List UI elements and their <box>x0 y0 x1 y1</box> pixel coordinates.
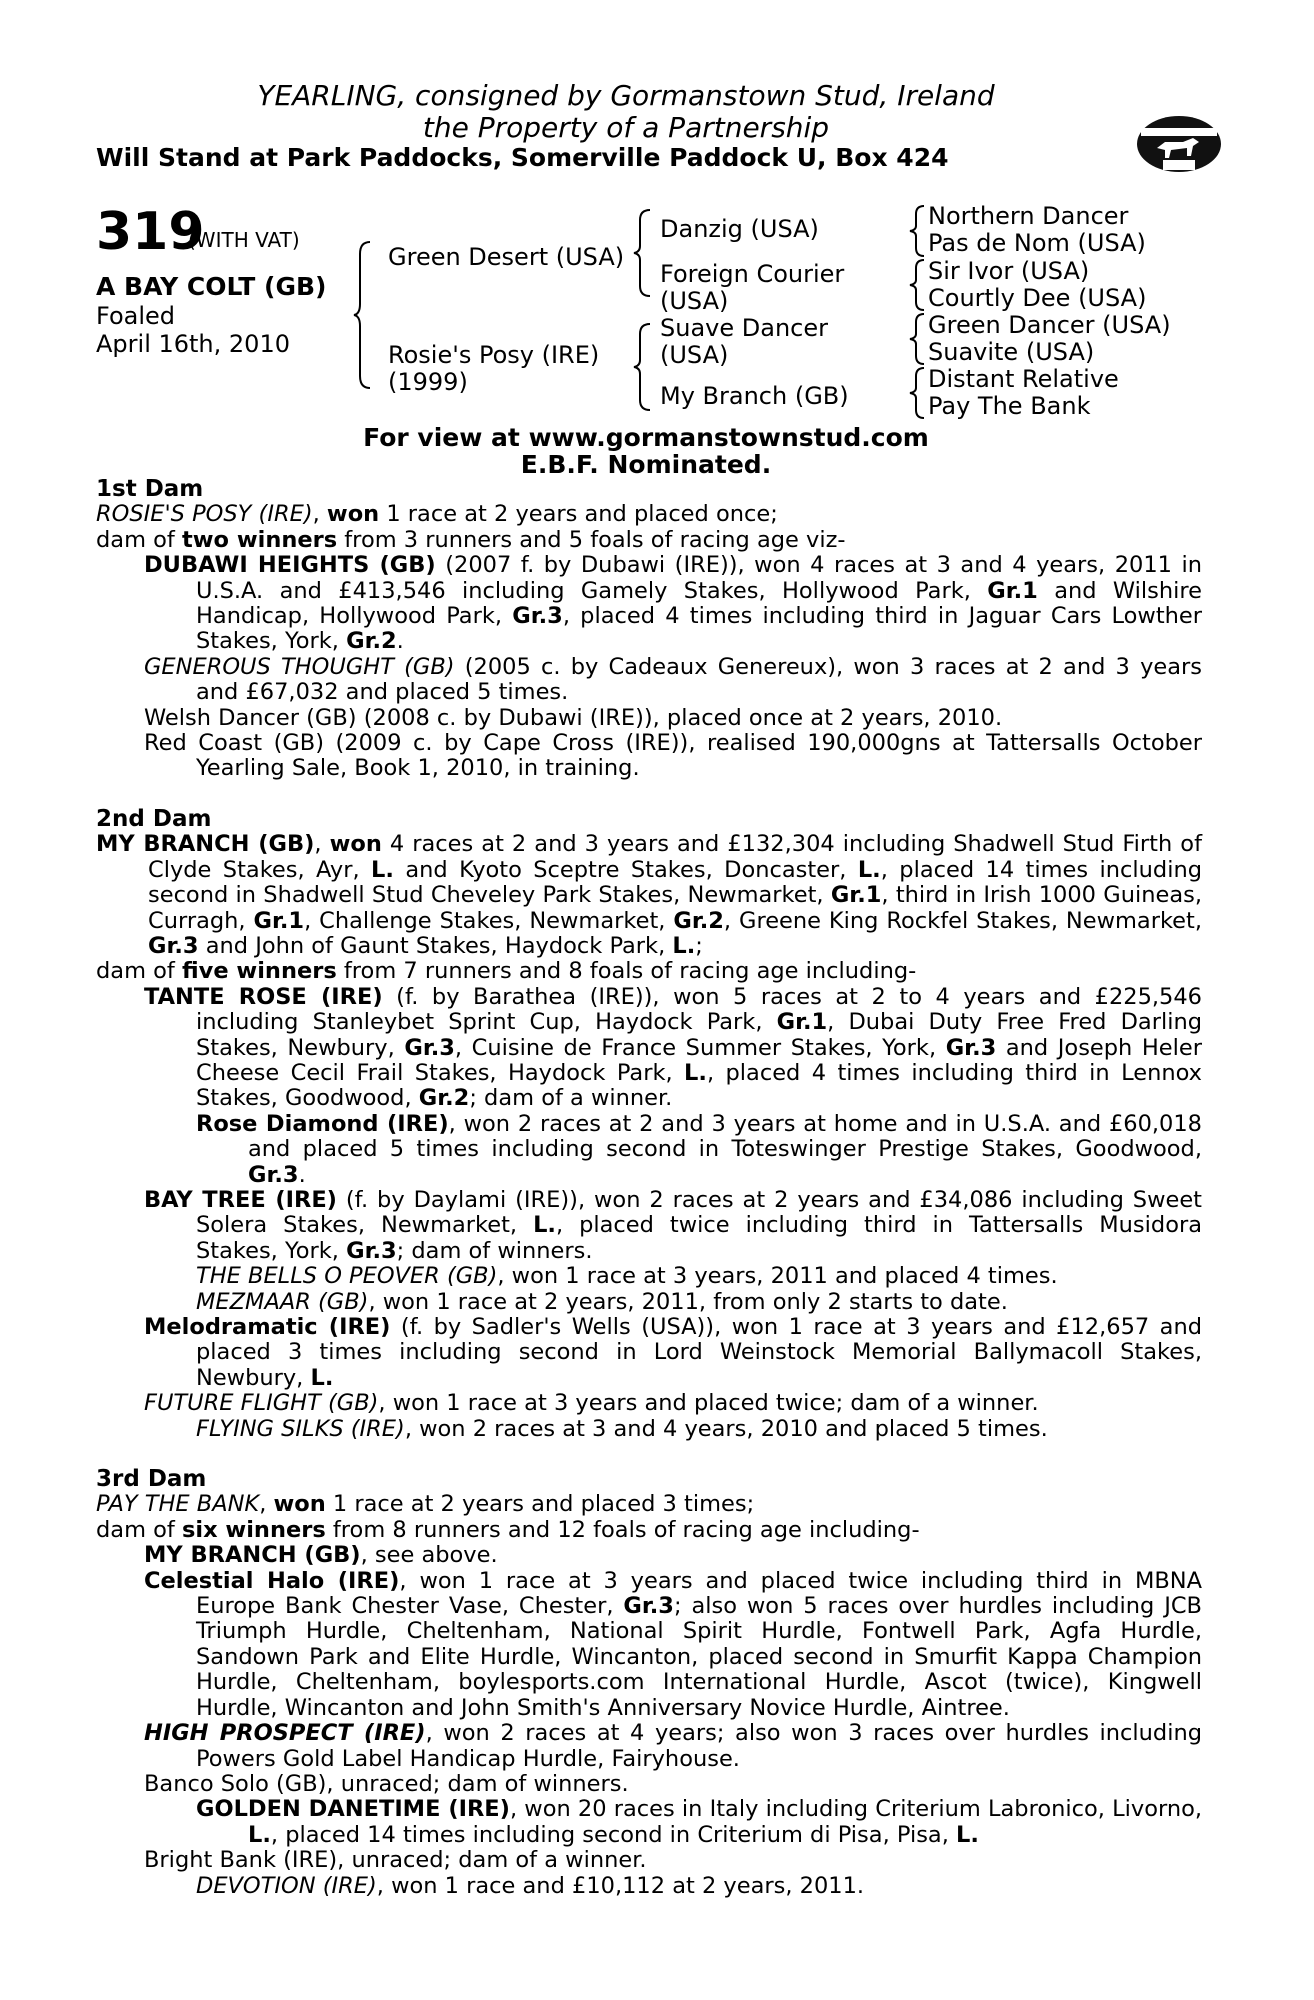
foaled-date: April 16th, 2010 <box>96 330 290 358</box>
produce-entry: Banco Solo (GB), unraced; dam of winners. <box>144 1770 629 1797</box>
produce-entry: Bright Bank (IRE), unraced; dam of a winner. <box>144 1847 647 1874</box>
produce-entry: GOLDEN DANETIME (IRE), won 20 races in Italy including Criterium Labronico, Livorno, L., placed 14 times including second in Criterium di Pisa, Pisa, L. <box>196 1796 1202 1848</box>
pedigree-sire-dam <box>660 261 844 315</box>
third-dam-produce-intro: dam of six winners from 8 runners and 12 foals of racing age including- <box>96 1516 920 1543</box>
pedigree-sire-dam-line2: (USA) <box>660 287 729 315</box>
produce-entry: DEVOTION (IRE), won 1 race and £10,112 at 2 years, 2011. <box>196 1872 865 1899</box>
foaled-info <box>96 302 316 358</box>
produce-entry: TANTE ROSE (IRE) (f. by Barathea (IRE)), won 5 races at 2 to 4 years and £225,546 including Stanleybet Sprint Cup, Haydock Park, Gr.1, Dubai Duty Free Fred Darling Stakes, Newbury, Gr.3, Cuisine de France Summer Stakes, York, Gr.3 and Joseph Heler Cheese Cecil Frail Stakes, Haydock Park, L., placed 4 times including third in Lennox Stakes, Goodwood, Gr.2; dam of a winner. <box>144 983 1203 1112</box>
pedigree-brace-g78 <box>908 366 926 420</box>
pedigree-g6: Suavite (USA) <box>928 338 1095 366</box>
produce-entry: Welsh Dancer (GB) (2008 c. by Dubawi (IRE)), placed once at 2 years, 2010. <box>144 704 1003 731</box>
third-dam-heading: 3rd Dam <box>96 1466 207 1493</box>
foaled-label: Foaled <box>96 302 176 330</box>
produce-entry: Rose Diamond (IRE), won 2 races at 2 and 3 years at home and in U.S.A. and £60,018 and placed 5 times including second in Toteswinger Prestige Stakes, Goodwood, Gr.3. <box>196 1110 1202 1188</box>
pedigree-brace-upper <box>632 208 654 298</box>
second-dam-produce-intro: dam of five winners from 7 runners and 8 foals of racing age including- <box>96 958 917 985</box>
pedigree-dam-sire-line1: Suave Dancer <box>660 314 828 342</box>
first-dam-summary: ROSIE'S POSY (IRE), won 1 race at 2 years and placed once; <box>96 501 778 528</box>
pedigree-g4: Courtly Dee (USA) <box>928 284 1147 312</box>
produce-entry: FUTURE FLIGHT (GB), won 1 race at 3 years and placed twice; dam of a winner. <box>144 1390 1039 1417</box>
produce-entry: MEZMAAR (GB), won 1 race at 2 years, 2011, from only 2 starts to date. <box>196 1288 1008 1315</box>
produce-entry: THE BELLS O PEOVER (GB), won 1 race at 3 years, 2011 and placed 4 times. <box>196 1263 1058 1290</box>
pedigree-brace-lower <box>632 322 654 412</box>
pedigree-dam-name: Rosie's Posy (IRE) <box>388 341 600 369</box>
produce-entry: DUBAWI HEIGHTS (GB) (2007 f. by Dubawi (IRE)), won 4 races at 3 and 4 years, 2011 in U.S.A. and £413,546 including Gamely Stakes, Hollywood Park, Gr.1 and Wilshire Handicap, Hollywood Park, Gr.3, placed 4 times including third in Jaguar Cars Lowther Stakes, York, Gr.2. <box>144 552 1203 655</box>
produce-entry: Celestial Halo (IRE), won 1 race at 3 years and placed twice including third in MBNA Europe Bank Chester Vase, Chester, Gr.3; also won 5 races over hurdles including JCB Triumph Hurdle, Cheltenham, National Spirit Hurdle, Fontwell Park, Agfa Hurdle, Sandown Park and Elite Hurdle, Wincanton, placed second in Smurfit Kappa Champion Hurdle, Cheltenham, boylesports.com International Hurdle, Ascot (twice), Kingwell Hurdle, Wincanton and John Smith's Anniversary Novice Hurdle, Aintree. <box>144 1567 1203 1721</box>
second-dam-summary: MY BRANCH (GB), won 4 races at 2 and 3 years and £132,304 including Shadwell Stud Firth of Clyde Stakes, Ayr, L. and Kyoto Sceptre Stakes, Doncaster, L., placed 14 times including second in Shadwell Stud Cheveley Park Stakes, Newmarket, Gr.1, third in Irish 1000 Guineas, Curragh, Gr.1, Challenge Stakes, Newmarket, Gr.2, Greene King Rockfel Stakes, Newmarket, Gr.3 and John of Gaunt Stakes, Haydock Park, L.; <box>96 831 1202 959</box>
yearling-bonus-badge-icon <box>1135 98 1223 190</box>
produce-entry: BAY TREE (IRE) (f. by Daylami (IRE)), won 2 races at 2 years and £34,086 including Sweet Solera Stakes, Newmarket, L., placed twice including third in Tattersalls Musidora Stakes, York, Gr.3; dam of winners. <box>144 1186 1202 1264</box>
pedigree-g2: Pas de Nom (USA) <box>928 229 1146 257</box>
header-property: the Property of a Partnership <box>422 111 830 144</box>
pedigree-g8: Pay The Bank <box>928 392 1091 420</box>
produce-entry: MY BRANCH (GB), see above. <box>144 1542 498 1569</box>
pedigree-brace-g34 <box>908 258 926 312</box>
pedigree-g3: Sir Ivor (USA) <box>928 257 1090 285</box>
second-dam-heading: 2nd Dam <box>96 805 212 832</box>
pedigree-brace-sire <box>352 240 374 390</box>
header-consignor: YEARLING, consigned by Gormanstown Stud, Ireland <box>257 79 995 112</box>
view-note: For view at www.gormanstownstud.com <box>363 423 929 452</box>
pedigree-dam-sire-line2: (USA) <box>660 341 729 369</box>
pedigree-text <box>96 477 1202 1899</box>
first-dam-heading: 1st Dam <box>96 476 204 502</box>
third-dam-summary: PAY THE BANK, won 1 race at 2 years and placed 3 times; <box>96 1491 755 1518</box>
pedigree-sire: Green Desert (USA) <box>388 243 625 271</box>
first-dam-produce-intro: dam of two winners from 3 runners and 5 foals of racing age viz- <box>96 526 846 553</box>
ebf-note: E.B.F. Nominated. <box>520 450 772 479</box>
produce-entry: GENEROUS THOUGHT (GB) (2005 c. by Cadeaux Genereux), won 3 races at 2 and 3 years and £67,032 and placed 5 times. <box>144 653 1202 706</box>
pedigree-dam-year: (1999) <box>388 368 468 396</box>
pedigree-g5: Green Dancer (USA) <box>928 311 1171 339</box>
pedigree-brace-g12 <box>908 204 926 258</box>
header-location: Will Stand at Park Paddocks, Somerville Paddock U, Box 424 <box>96 143 949 172</box>
pedigree-dam-dam: My Branch (GB) <box>660 382 849 410</box>
pedigree-brace-g56 <box>908 312 926 366</box>
pedigree-sire-dam-line1: Foreign Courier <box>660 260 845 288</box>
pedigree-g7: Distant Relative <box>928 365 1119 393</box>
pedigree-dam <box>388 342 599 396</box>
lot-number: 319 <box>96 202 205 262</box>
horse-description: A BAY COLT (GB) <box>96 272 327 301</box>
pedigree-sire-sire: Danzig (USA) <box>660 215 819 243</box>
lot-vat: (WITH VAT) <box>188 228 300 252</box>
pedigree-dam-sire <box>660 315 828 369</box>
produce-entry: Red Coast (GB) (2009 c. by Cape Cross (IRE)), realised 190,000gns at Tattersalls October Yearling Sale, Book 1, 2010, in training. <box>144 730 1202 782</box>
produce-entry: Melodramatic (IRE) (f. by Sadler's Wells (USA)), won 1 race at 3 years and £12,657 and placed 3 times including second in Lord Weinstock Memorial Ballymacoll Stakes, Newbury, L. <box>144 1314 1203 1391</box>
pedigree-g1: Northern Dancer <box>928 202 1129 230</box>
produce-entry: FLYING SILKS (IRE), won 2 races at 3 and 4 years, 2010 and placed 5 times. <box>196 1415 1048 1442</box>
produce-entry: HIGH PROSPECT (IRE), won 2 races at 4 years; also won 3 races over hurdles including Powers Gold Label Handicap Hurdle, Fairyhouse. <box>144 1720 1202 1772</box>
